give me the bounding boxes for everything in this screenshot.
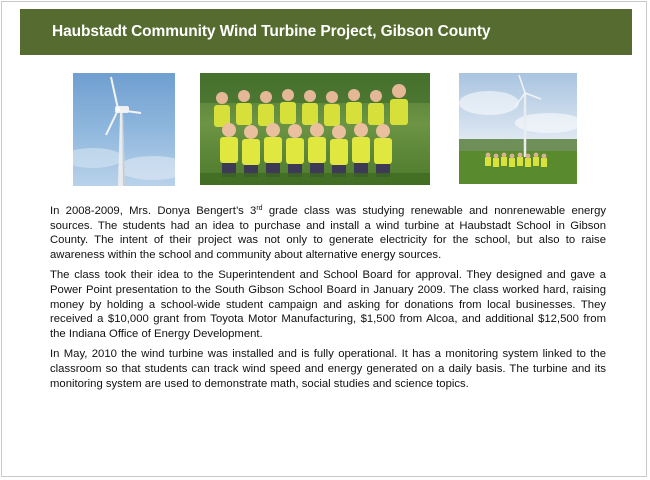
title-bar xyxy=(20,9,632,55)
turbine-field-photo xyxy=(459,73,577,184)
paragraph-3: In May, 2010 the wind turbine was installed and is fully operational. It has a monitoring system linked to the classroom so that students can track wind speed and energy generated on a daily basis. The turbine and its monitoring system are used to demonstrate math, social studies and science topics. xyxy=(50,348,606,390)
paragraph-1 xyxy=(50,204,606,262)
paragraph-2: The class took their idea to the Superintendent and School Board for approval. They designed and gave a Power Point presentation to the South Gibson School Board in January 2009. The class worked hard, raising money by holding a school-wide student campaign and asking for donations from local businesses. They received a $10,000 grant from Toyota Motor Manufacturing, $1,500 from Alcoa, and additional $12,500 from the Indiana Office of Energy Development. xyxy=(50,269,606,340)
ordinal-superscript: rd xyxy=(256,205,263,212)
article-body xyxy=(50,204,606,397)
class-group-photo xyxy=(200,73,430,185)
wind-turbine-photo xyxy=(73,73,175,186)
paragraph-1-rest: grade class was studying renewable and nonrenewable energy sources. The students had an idea to purchase and install a wind turbine at Haubstadt School in Gibson County. The intent of their project was not only to generate electricity for the school, but also to raise awareness within the school and community about alternative energy sources. xyxy=(50,205,606,261)
page-title: Haubstadt Community Wind Turbine Project, Gibson County xyxy=(52,23,491,40)
paragraph-1-start: In 2008-2009, Mrs. Donya Bengert’s 3 xyxy=(50,205,257,217)
